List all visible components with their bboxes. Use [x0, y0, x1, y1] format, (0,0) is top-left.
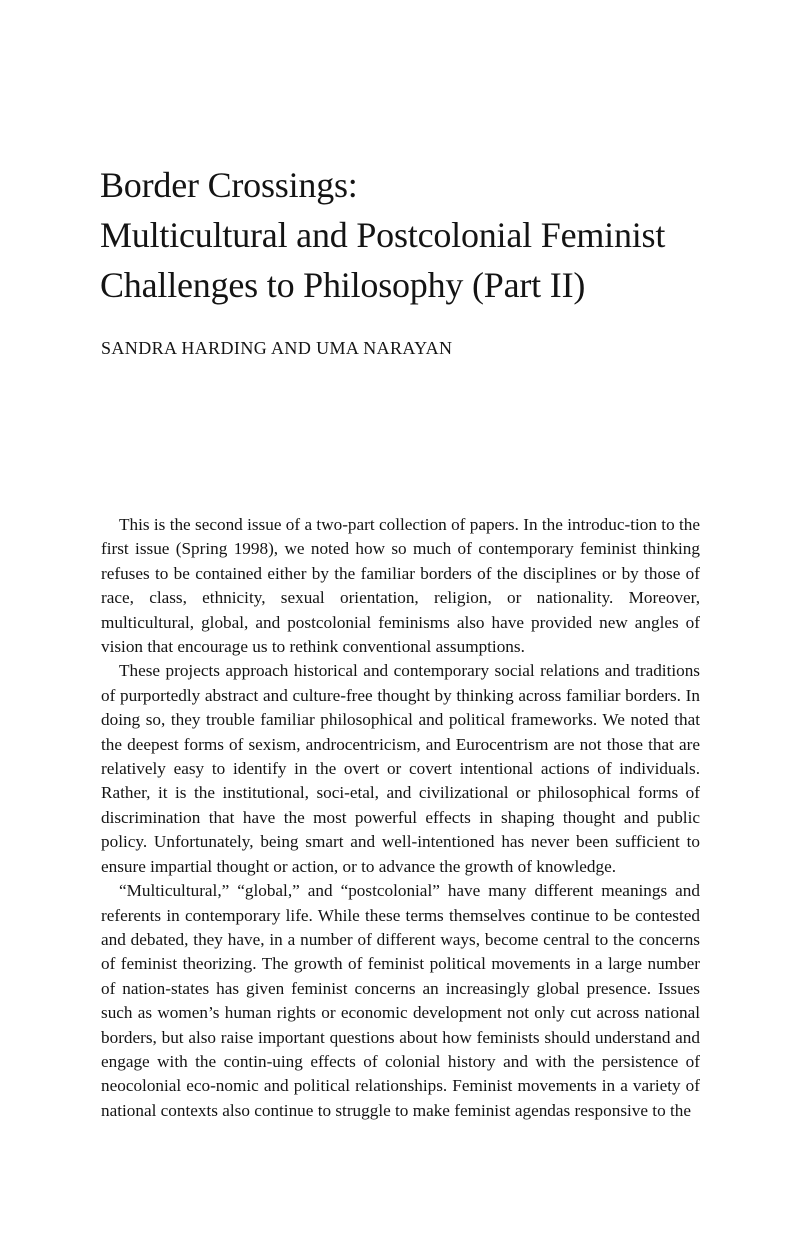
paragraph-2: These projects approach historical and contemporary social relations and traditions of purportedly abstract and culture-free thought by thinking across familiar borders. In doing so, they trouble familiar philosophical and political frameworks. We noted that the deepest forms of sexism, androcentricism, and Eurocentrism are not those that are relatively easy to identify in the overt or covert intentional actions of individuals. Rather, it is the institutional, soci-etal, and civilizational or philosophical forms of discrimination that have the most powerful effects in shaping thought and public policy. Unfortunately, being smart and well-intentioned has never been sufficient to ensure impartial thought or action, or to advance the growth of knowledge. — [101, 661, 700, 876]
article-title — [100, 160, 780, 310]
title-line-3: Challenges to Philosophy (Part II) — [100, 265, 586, 305]
article-body — [101, 513, 700, 1123]
title-line-2: Multicultural and Postcolonial Feminist — [100, 215, 666, 255]
title-line-1: Border Crossings: — [100, 165, 358, 205]
paragraph-3: “Multicultural,” “global,” and “postcolonial” have many different meanings and referents in contemporary life. While these terms themselves continue to be contested and debated, they have, in a number of different ways, become central to the concerns of feminist theorizing. The growth of feminist political movements in a large number of nation-states has given feminist concerns an increasingly global presence. Issues such as women’s human rights or economic development not only cut across national borders, but also raise important questions about how feminists should understand and engage with the contin-uing effects of colonial history and with the persistence of neocolonial eco-nomic and political relationships. Feminist movements in a variety of national contexts also continue to struggle to make feminist agendas responsive to the — [101, 881, 700, 1120]
article-authors: SANDRA HARDING AND UMA NARAYAN — [101, 338, 453, 358]
paragraph-1: This is the second issue of a two-part collection of papers. In the introduc-tion to the first issue (Spring 1998), we noted how so much of contemporary feminist thinking refuses to be contained either by the familiar borders of the disciplines or by those of race, class, ethnicity, sexual orientation, religion, or nationality. Moreover, multicultural, global, and postcolonial feminisms also have provided new angles of vision that encourage us to rethink conventional assumptions. — [101, 515, 700, 657]
